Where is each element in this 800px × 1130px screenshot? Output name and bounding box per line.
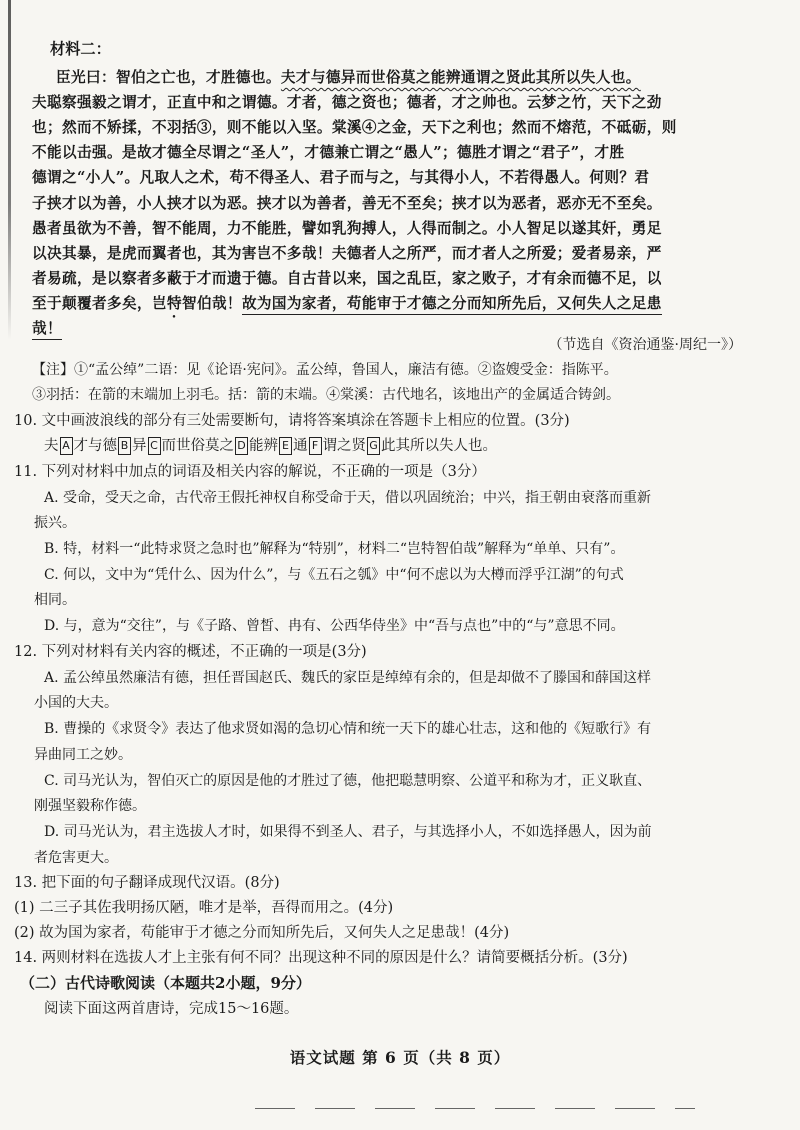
dotted-word-te: 特 [166, 295, 182, 312]
break-box-c[interactable]: C [148, 437, 161, 455]
material2-line-5: 德谓之“小人”。凡取人之术，苟不得圣人、君子而与之，与其得小人，不若得愚人。何则？君 [32, 169, 650, 186]
scan-edge-shadow [8, 0, 11, 340]
section2-title: （二）古代诗歌阅读（本题共2小题，9分） [20, 974, 311, 992]
q11-stem: 11. 下列对材料中加点的词语及相关内容的解说，不正确的一项是（3分） [14, 464, 486, 480]
material2-line-6: 子挟才以为善，小人挟才以为恶。挟才以为善者，善无不至矣；挟才以为恶者，恶亦无不至矣。 [32, 195, 662, 212]
material2-line-3: 也；然而不矫揉，不羽括③，则不能以入坚。棠溪④之金，天下之利也；然而不熔范，不砥砺，则 [32, 119, 677, 136]
break-box-a[interactable]: A [60, 437, 73, 455]
material2-heading: 材料二： [50, 40, 111, 58]
q10-seg-7: 谓之贤 [322, 438, 366, 454]
q11-option-c-line-2: 相同。 [34, 592, 76, 608]
q10-seg-1: 夫 [44, 438, 59, 454]
material2-line-2: 夫聪察强毅之谓才，正直中和之谓德。才者，德之资也；德者，才之帅也。云梦之竹，天下之劲 [32, 94, 662, 111]
q13-stem: 13. 把下面的句子翻译成现代汉语。(8分) [14, 875, 280, 891]
note-line-2: ③羽括：在箭的末端加上羽毛。括：箭的末端。④棠溪：古代地名，该地出产的金属适合铸剑。 [32, 387, 620, 403]
q11-option-a-line-2: 振兴。 [34, 515, 76, 531]
q13-sentence-2: (2) 故为国为家者，苟能审于才德之分而知所先后，又何失人之足患哉！(4分) [14, 925, 510, 941]
wavy-underlined-passage: 夫才与德异而世俗莫之能辨通谓之贤此其所以失人也。 [280, 69, 641, 86]
material2-line-1-start: 臣光曰：智伯之亡也，才胜德也。 [56, 69, 281, 86]
q12-option-d-line-2: 者危害更大。 [34, 850, 118, 866]
break-box-b[interactable]: B [118, 437, 131, 455]
underlined-sentence-end: 哉！ [32, 320, 62, 340]
q14-stem: 14. 两则材料在选拔人才上主张有何不同？出现这种不同的原因是什么？请简要概括分析。(3分) [14, 950, 628, 966]
footer-dashed-line [255, 1108, 695, 1109]
q12-option-c-line-1: C. 司马光认为，智伯灭亡的原因是他的才胜过了德，他把聪慧明察、公道平和称为才，正义耿直、 [44, 773, 652, 789]
q12-stem: 12. 下列对材料有关内容的概述，不正确的一项是(3分) [14, 644, 367, 660]
q12-option-d-line-1: D. 司马光认为，君主选拔人才时，如果得不到圣人、君子，与其选择小人，不如选择愚人，因为前 [44, 824, 652, 840]
q10-seg-8: 此其所以失人也。 [381, 438, 497, 454]
q11-option-a-line-1: A. 受命，受天之命，古代帝王假托神权自称受命于天，借以巩固统治；中兴，指王朝由衰落而重新 [44, 490, 652, 506]
q11-option-d: D. 与，意为“交往”，与《子路、曾皙、冉有、公西华侍坐》中“吾与点也”中的“与”意思不同。 [44, 618, 625, 634]
q12-option-b-line-1: B. 曹操的《求贤令》表达了他求贤如渴的急切心情和统一天下的雄心壮志，这和他的《短歌行》有 [44, 721, 652, 737]
q10-stem: 10. 文中画波浪线的部分有三处需要断句，请将答案填涂在答题卡上相应的位置。(3分) [14, 413, 570, 429]
note-line-1: 【注】①“孟公绰”二语：见《论语·宪问》。孟公绰，鲁国人，廉洁有德。②盗嫂受金：指陈平。 [32, 362, 618, 378]
q11-option-c-line-1: C. 何以，文中为“凭什么、因为什么”，与《五石之瓠》中“何不虑以为大樽而浮乎江湖”的句式 [44, 567, 624, 583]
section2-intro: 阅读下面这两首唐诗，完成15～16题。 [44, 1001, 299, 1017]
q10-seg-5: 能辨 [249, 438, 278, 454]
q10-seg-3: 异 [132, 438, 147, 454]
material2-line-4: 不能以击强。是故才德全尽谓之“圣人”，才德兼亡谓之“愚人”；德胜才谓之“君子”，才胜 [32, 144, 625, 161]
page-footer: 语文试题 第 6 页（共 8 页） [289, 1048, 511, 1067]
material2-line-7: 愚者虽欲为不善，智不能周，力不能胜，譬如乳狗搏人，人得而制之。小人智足以遂其奸，勇足 [32, 220, 662, 237]
source-citation: （节选自《资治通鉴·周纪一》） [548, 337, 742, 353]
q10-seg-4: 而世俗莫之 [161, 438, 234, 454]
material2-line-8: 以决其暴，是虎而翼者也，其为害岂不多哉！夫德者人之所严，而才者人之所爱；爱者易亲，严 [32, 245, 662, 262]
underlined-translation-sentence: 故为国为家者，苟能审于才德之分而知所先后，又何失人之足患 [242, 295, 662, 315]
break-box-d[interactable]: D [235, 437, 248, 455]
line-10-mid: 智伯哉！ [181, 295, 242, 312]
q12-option-b-line-2: 异曲同工之妙。 [34, 747, 132, 763]
q12-option-a-line-2: 小国的大夫。 [34, 695, 118, 711]
break-box-e[interactable]: E [279, 437, 292, 455]
break-box-g[interactable]: G [367, 437, 380, 455]
q12-option-a-line-1: A. 孟公绰虽然廉洁有德，担任晋国赵氏、魏氏的家臣是绰绰有余的，但是却做不了滕国和薛国这样 [44, 670, 652, 686]
q10-seg-2: 才与德 [73, 438, 117, 454]
q13-sentence-1: (1) 二三子其佐我明扬仄陋，唯才是举，吾得而用之。(4分) [14, 900, 394, 916]
line-10-start: 至于颠覆者多矣，岂 [32, 295, 167, 312]
break-box-f[interactable]: F [309, 437, 322, 455]
q10-seg-6: 通 [293, 438, 308, 454]
q12-option-c-line-2: 刚强坚毅称作德。 [34, 798, 146, 814]
q11-option-b: B. 特，材料一“此特求贤之急时也”解释为“特别”，材料二“岂特智伯哉”解释为“单单、只有”。 [44, 541, 625, 557]
material2-line-9: 者易疏，是以察者多蔽于才而遗于德。自古昔以来，国之乱臣，家之败子，才有余而德不足，以 [32, 270, 662, 287]
